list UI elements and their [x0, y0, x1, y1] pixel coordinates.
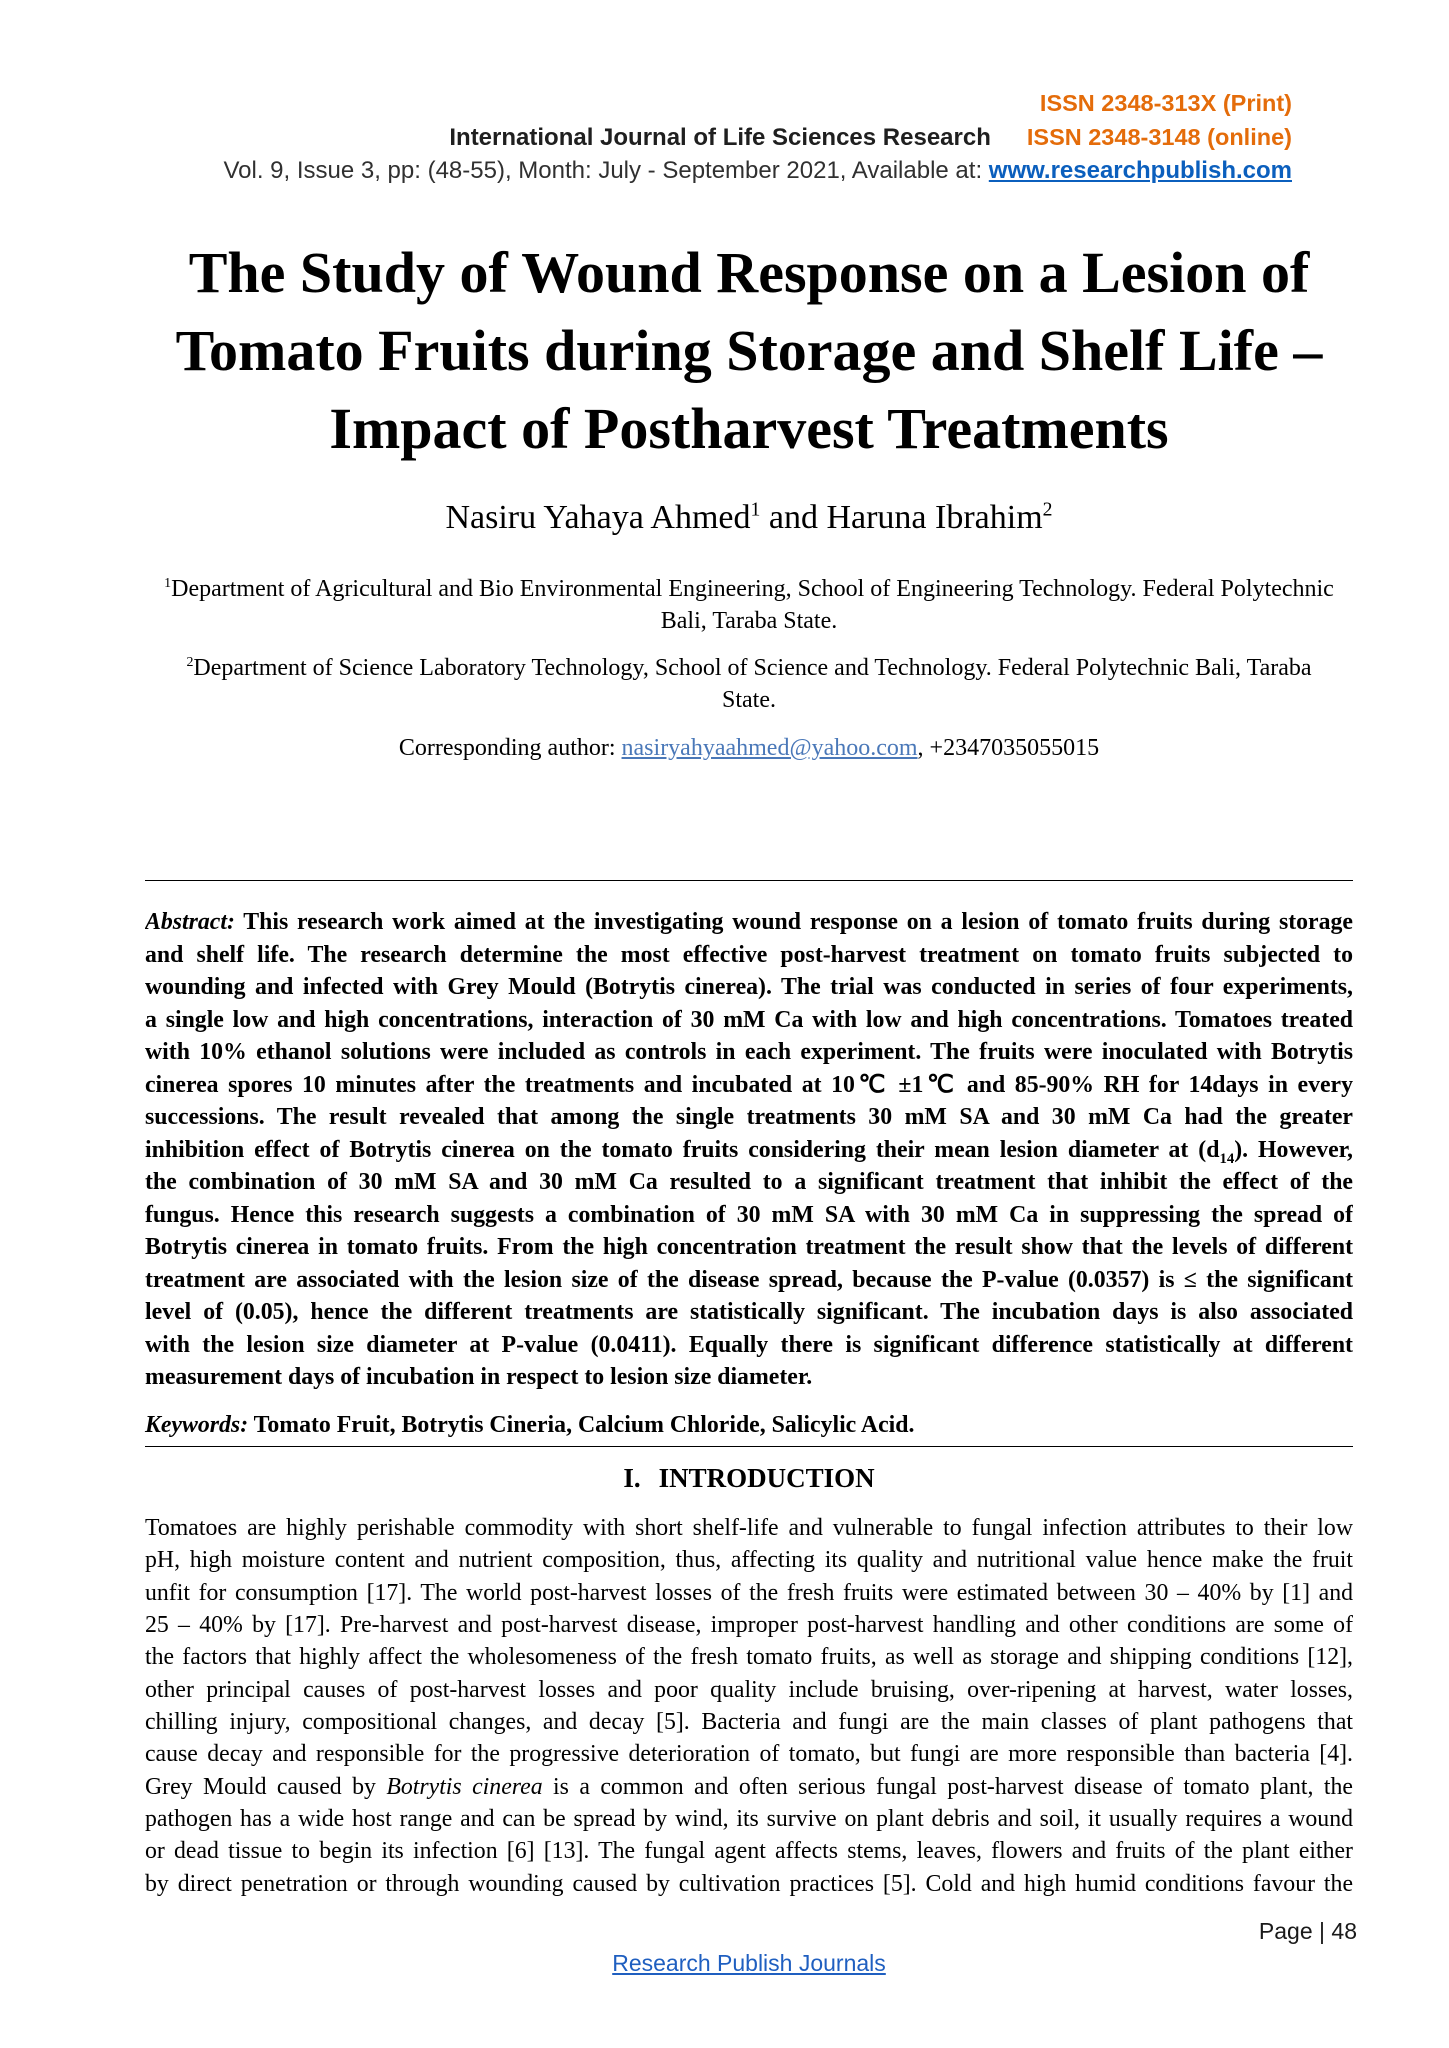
introduction-line	[145, 1738, 1353, 1770]
page-number	[1259, 1916, 1357, 1946]
line-text: cause decay and responsible for the progressive deterioration of tomato, but fungi are more responsible than bacteria [4].	[145, 1741, 1353, 1768]
abstract-line	[145, 1166, 1353, 1199]
affiliation-marker: 1	[750, 498, 761, 521]
email-link[interactable]: nasiryahyaahmed@yahoo.com	[621, 735, 918, 761]
affiliation-line: State.	[722, 687, 776, 713]
line-text: treatment are associated with the lesion size of the disease spread, because the P-value (0.0357) is ≤ the significant	[145, 1266, 1353, 1293]
line-text: successions. The result revealed that among the single treatments 30 mM SA and 30 mM Ca had the greater	[145, 1104, 1353, 1130]
introduction-line	[145, 1868, 1353, 1900]
citation-text: Vol. 9, Issue 3, pp: (48-55), Month: July - September 2021, Available at:	[223, 157, 983, 184]
line-text: chilling injury, compositional changes, and decay [5]. Bacteria and fungi are the main classes of plant pathogens that	[145, 1708, 1353, 1735]
publisher-link[interactable]: Research Publish Journals	[612, 1950, 886, 1976]
author-name: Nasiru Yahaya Ahmed	[445, 499, 751, 536]
affiliation-text: Department of Science Laboratory Technology, School of Science and Technology. Federal Polytechnic Bali, Taraba	[193, 655, 1312, 681]
line-text: Tomatoes are highly perishable commodity with short shelf-life and vulnerable to fungal infection attributes to their low	[145, 1515, 1353, 1541]
line-text: inhibition effect of Botrytis cinerea on the tomato fruits considering their mean lesion diameter at (d	[145, 1136, 1220, 1163]
abstract-line	[145, 1361, 1353, 1394]
abstract-line	[145, 1004, 1353, 1037]
abstract-line	[145, 1134, 1353, 1167]
affiliation-1	[145, 573, 1353, 637]
corresponding-author	[145, 732, 1353, 764]
affiliation-line	[145, 573, 1353, 605]
affiliation-number: 1	[164, 576, 172, 591]
introduction-line	[145, 1609, 1353, 1641]
abstract-line	[145, 971, 1353, 1004]
line-text: cinerea spores 10 minutes after the treatments and incubated at 10℃ ±1℃ and 85-90% RH for 14days in every	[145, 1071, 1353, 1098]
page-label: Page	[1258, 1918, 1313, 1944]
line-text: 25 – 40% by [17]. Pre-harvest and post-harvest disease, improper post-harvest handling and other conditions are some of	[145, 1611, 1353, 1638]
abstract-line	[145, 1069, 1353, 1102]
affiliation-2	[145, 652, 1353, 716]
introduction-line	[145, 1544, 1353, 1576]
line-text: is a common and often serious fungal post-harvest disease of tomato plant, the	[542, 1773, 1353, 1800]
abstract-line	[145, 1329, 1353, 1362]
abstract-top-rule	[145, 880, 1353, 881]
abstract-line	[145, 939, 1353, 972]
title-line: Impact of Postharvest Treatments	[329, 396, 1169, 461]
author-name: Haruna Ibrahim	[826, 499, 1043, 536]
journal-header-row	[449, 122, 1292, 153]
line-text: measurement days of incubation in respect to lesion size diameter.	[145, 1364, 813, 1390]
line-text: This research work aimed at the investigating wound response on a lesion of tomato fruits during storage	[243, 909, 1353, 935]
citation-line	[223, 156, 1292, 186]
abstract-line	[145, 1296, 1353, 1329]
keywords	[145, 1409, 1353, 1441]
line-text: ). However,	[1234, 1136, 1353, 1163]
line-text: wounding and infected with Grey Mould (Botrytis cinerea). The trial was conducted in series of four experiments,	[145, 974, 1353, 1000]
affiliation-line: Bali, Taraba State.	[660, 608, 838, 634]
affiliation-marker: 2	[1042, 498, 1053, 521]
affiliation-line	[145, 652, 1353, 684]
introduction-line	[145, 1835, 1353, 1867]
section-number: I.	[623, 1463, 641, 1493]
line-text: other principal causes of post-harvest losses and poor quality include bruising, over-ripening at harvest, water losses,	[145, 1676, 1353, 1703]
introduction-line	[145, 1512, 1353, 1544]
line-text: the combination of 30 mM SA and 30 mM Ca resulted to a significant treatment that inhibit the effect of the	[145, 1169, 1353, 1195]
abstract-line	[145, 1264, 1353, 1297]
line-text: by direct penetration or through wounding caused by cultivation practices [5]. Cold and high humid conditions favour the	[145, 1870, 1353, 1897]
introduction-line	[145, 1577, 1353, 1609]
author-conjunction: and	[768, 499, 818, 536]
page-number-value: 48	[1331, 1918, 1357, 1944]
corresponding-label: Corresponding author:	[398, 735, 616, 761]
italic-text: Botrytis cinerea	[386, 1773, 543, 1800]
issn-print: ISSN 2348-313X (Print)	[1039, 90, 1292, 116]
introduction-line	[145, 1803, 1353, 1835]
abstract	[145, 906, 1353, 1394]
contact-separator: ,	[917, 735, 924, 761]
line-text: with the lesion size diameter at P-value (0.0411). Equally there is significant difference statistically at different	[145, 1331, 1353, 1358]
section-heading	[145, 1460, 1353, 1496]
introduction-line	[145, 1641, 1353, 1673]
section-title: INTRODUCTION	[658, 1463, 875, 1493]
line-text: Grey Mould caused by	[145, 1773, 387, 1800]
line-text: fungus. Hence this research suggests a combination of 30 mM SA with 30 mM Ca in suppressing the spread of	[145, 1201, 1353, 1228]
paper-title	[145, 234, 1353, 468]
page-separator: |	[1319, 1918, 1326, 1944]
introduction-line	[145, 1706, 1353, 1738]
affiliation-number: 2	[186, 655, 194, 670]
line-text: Botrytis cinerea in tomato fruits. From the high concentration treatment the result show that the levels of different	[145, 1234, 1353, 1260]
abstract-line	[145, 1036, 1353, 1069]
introduction-body	[145, 1512, 1353, 1900]
author-list	[145, 496, 1353, 540]
abstract-line	[145, 906, 1353, 939]
line-text: the factors that highly affect the wholesomeness of the fresh tomato fruits, as well as storage and shipping conditions [12],	[145, 1644, 1353, 1671]
line-text: pH, high moisture content and nutrient composition, thus, affecting its quality and nutritional value hence make the fruit	[145, 1547, 1353, 1574]
keywords-bottom-rule	[145, 1446, 1353, 1447]
line-text: unfit for consumption [17]. The world post-harvest losses of the fresh fruits were estimated between 30 – 40% by [1] and	[145, 1579, 1353, 1606]
line-text: or dead tissue to begin its infection [6] [13]. The fungal agent affects stems, leaves, flowers and fruits of the plant either	[145, 1838, 1353, 1865]
keywords-text: Tomato Fruit, Botrytis Cineria, Calcium Chloride, Salicylic Acid.	[253, 1412, 915, 1438]
introduction-line	[145, 1771, 1353, 1803]
subscript-text: 14	[1219, 1150, 1235, 1166]
affiliation-text: Department of Agricultural and Bio Environmental Engineering, School of Engineering Technology. Federal Polytechnic	[171, 576, 1334, 602]
journal-website-link[interactable]: www.researchpublish.com	[988, 157, 1292, 184]
abstract-label: Abstract:	[145, 909, 235, 935]
abstract-line	[145, 1199, 1353, 1232]
phone-number: +2347035055015	[929, 735, 1100, 761]
title-line: Tomato Fruits during Storage and Shelf Life –	[175, 318, 1323, 383]
abstract-line	[145, 1231, 1353, 1264]
line-text: a single low and high concentrations, interaction of 30 mM Ca with low and high concentrations. Tomatoes treated	[145, 1006, 1353, 1033]
line-text: level of (0.05), hence the different treatments are statistically significant. The incubation days is also associated	[145, 1299, 1353, 1325]
line-text: pathogen has a wide host range and can be spread by wind, its survive on plant debris and soil, it usually requires a wound	[145, 1805, 1353, 1832]
issn-online: ISSN 2348-3148 (online)	[1026, 124, 1292, 150]
title-line: The Study of Wound Response on a Lesion of	[188, 240, 1310, 305]
keywords-label: Keywords:	[145, 1412, 249, 1438]
journal-name: International Journal of Life Sciences Research	[449, 124, 991, 151]
line-text: with 10% ethanol solutions were included as controls in each experiment. The fruits were inoculated with Botrytis	[145, 1039, 1353, 1065]
footer	[145, 1948, 1353, 1978]
line-text: and shelf life. The research determine the most effective post-harvest treatment on tomato fruits subjected to	[145, 941, 1353, 968]
abstract-line	[145, 1101, 1353, 1134]
introduction-line	[145, 1674, 1353, 1706]
